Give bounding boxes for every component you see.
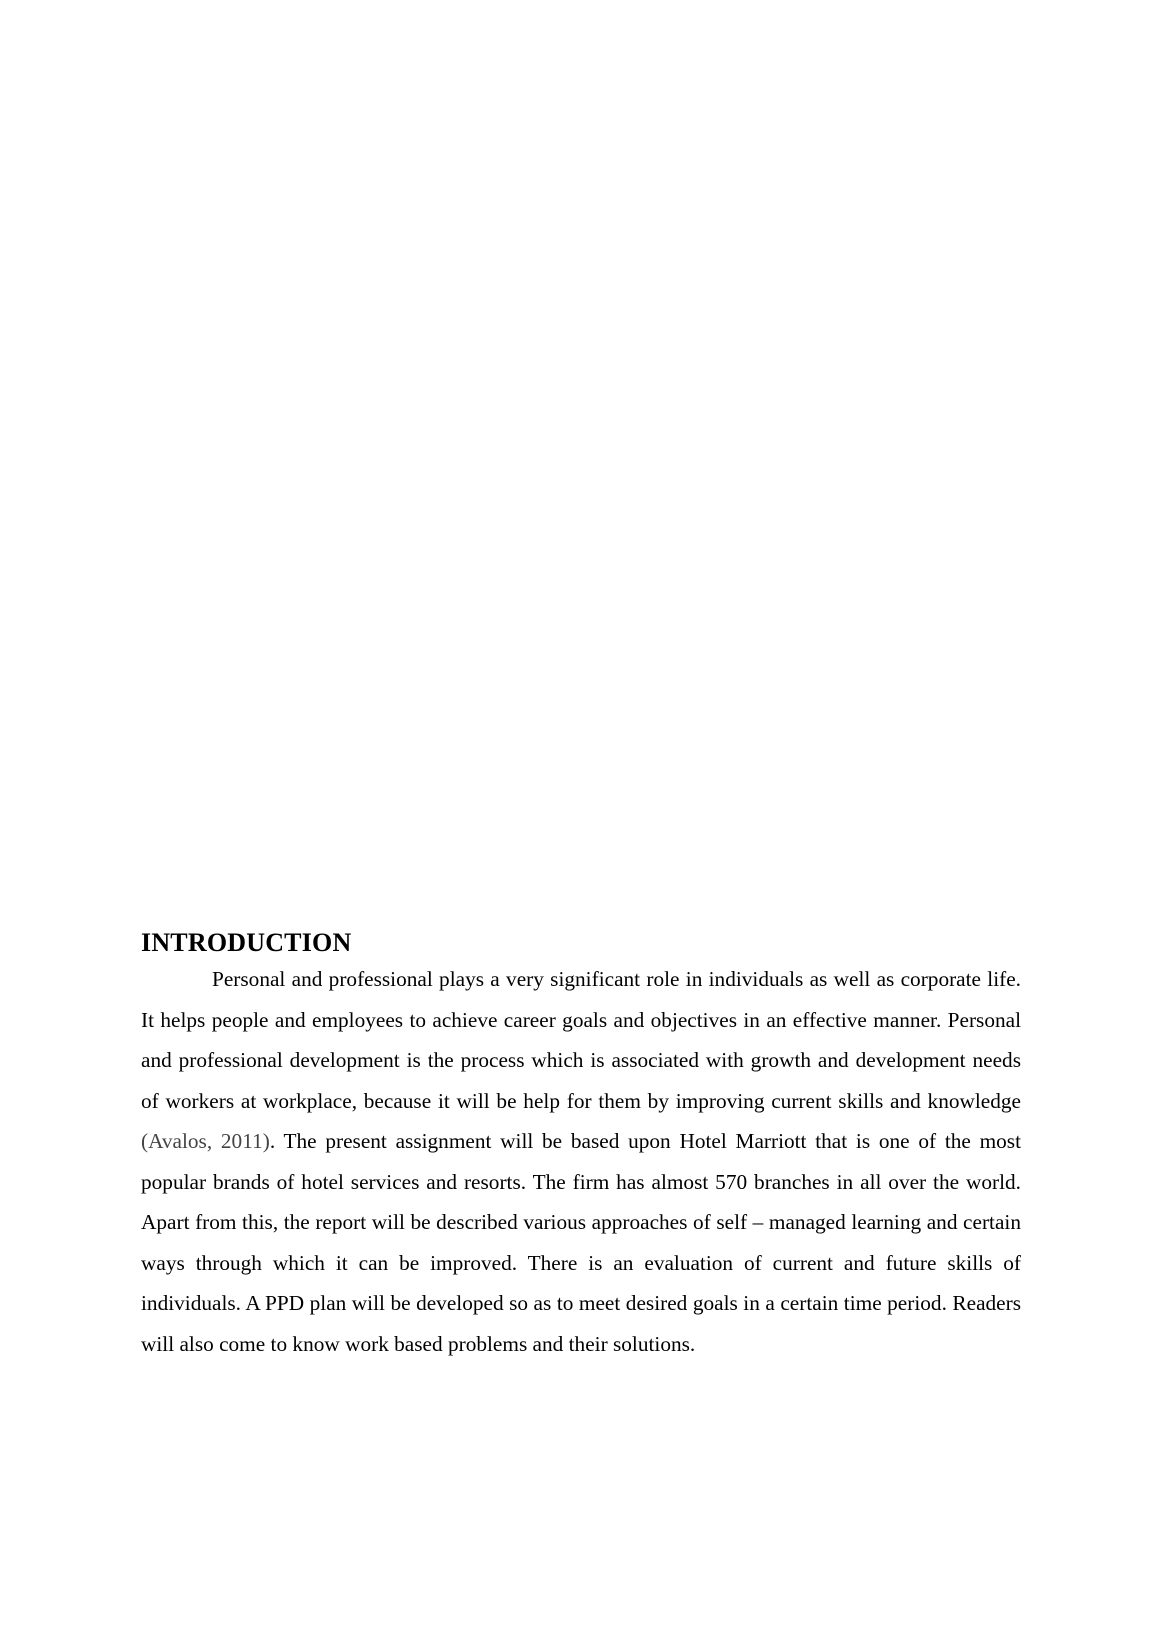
citation-reference: (Avalos, 2011) — [141, 1129, 270, 1153]
introduction-section — [141, 927, 1021, 1364]
paragraph-text-start: Personal and professional plays a very significant role in individuals as well as corporate life. It helps people and employees to achieve career goals and objectives in an effective manner. Personal and professional development is the process which is associated with growth and development needs of workers at workplace, because it will be help for them by improving current skills and knowledge — [141, 967, 1021, 1113]
paragraph-text-end: . The present assignment will be based upon Hotel Marriott that is one of the most popular brands of hotel services and resorts. The firm has almost 570 branches in all over the world. Apart from this, the report will be described various approaches of self – managed learning and certain ways through which it can be improved. There is an evaluation of current and future skills of individuals. A PPD plan will be developed so as to meet desired goals in a certain time period. Readers will also come to know work based problems and their solutions. — [141, 1129, 1022, 1356]
introduction-paragraph — [141, 959, 1021, 1364]
section-heading: INTRODUCTION — [141, 928, 352, 957]
